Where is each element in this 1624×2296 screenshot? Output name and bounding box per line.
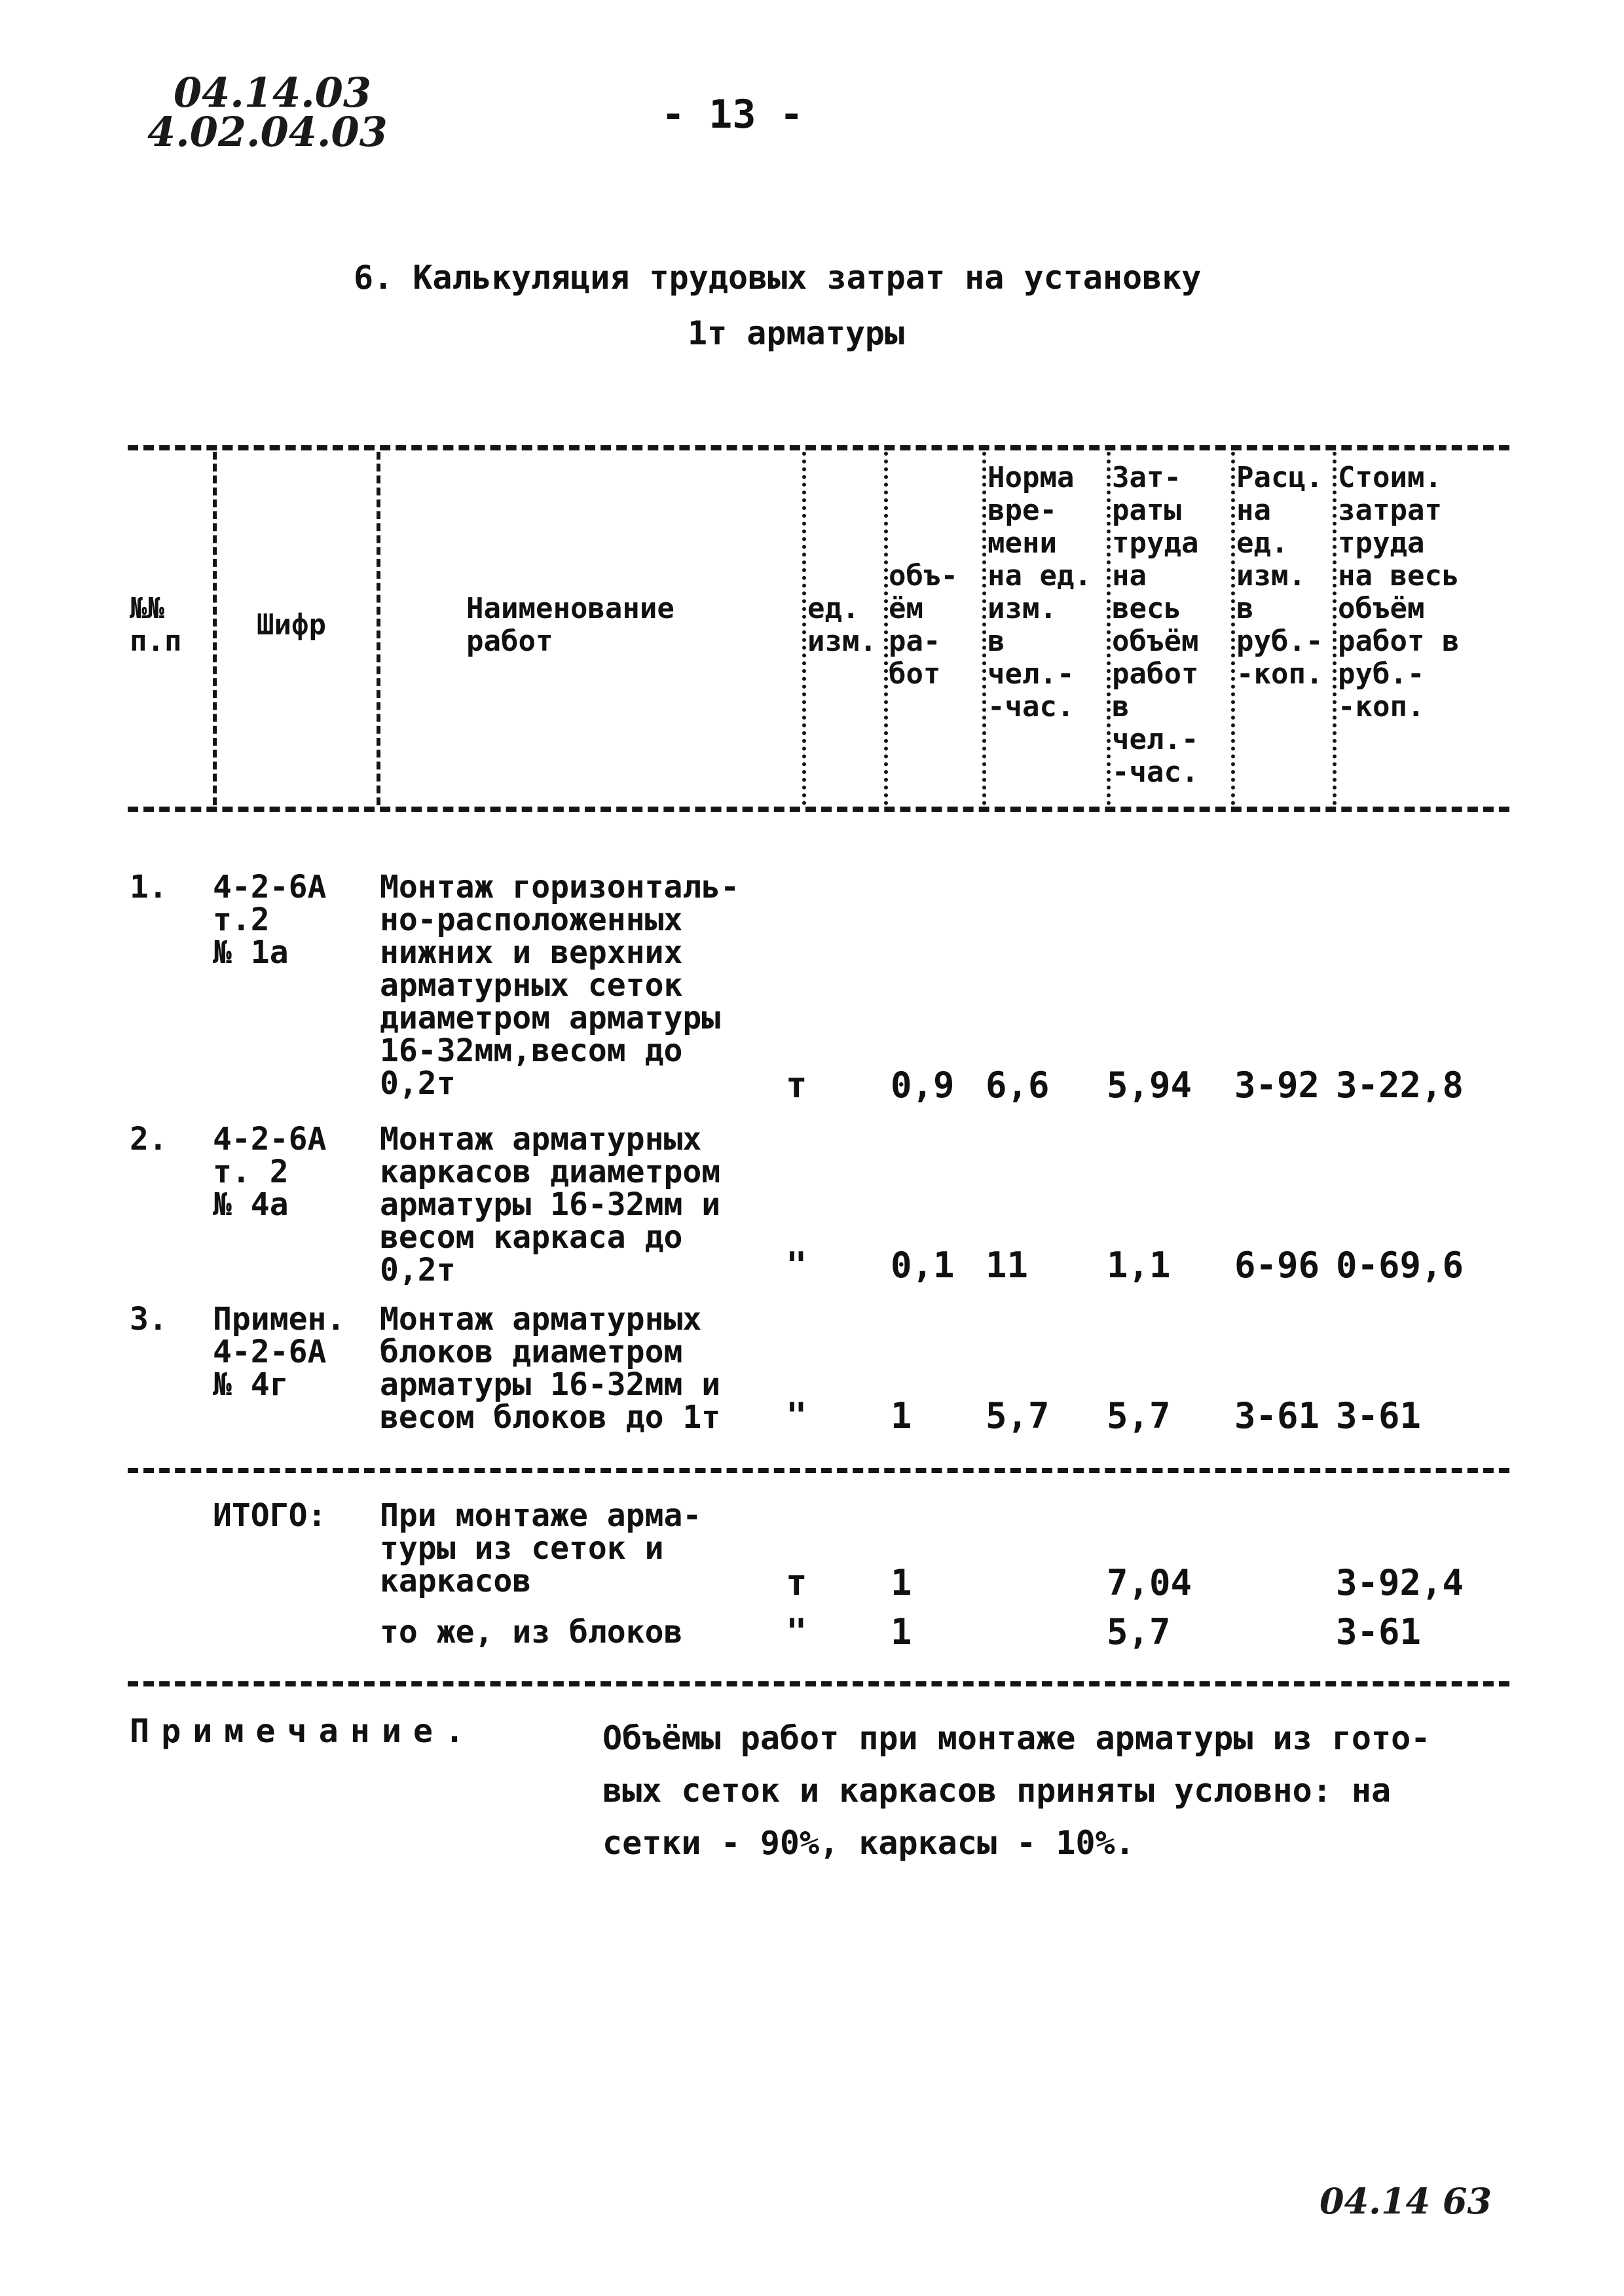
footer-handwritten-mark: 04.14 63: [1320, 2180, 1492, 2222]
row-cost: 3-61: [1336, 1395, 1422, 1436]
row-code: 4-2-6А т.2 № 1а: [213, 869, 327, 971]
row-number: 1.: [130, 869, 168, 905]
column-divider: [982, 452, 986, 805]
column-divider: [884, 452, 888, 805]
header-code: Шифр: [257, 608, 326, 642]
totals-unit: т: [786, 1562, 807, 1603]
totals-cost: 3-61: [1336, 1611, 1422, 1652]
row-unit: т: [786, 1065, 807, 1106]
row-code: Примен. 4-2-6А № 4г: [213, 1301, 346, 1403]
row-volume: 0,9: [891, 1065, 955, 1106]
header-cost: Стоим. затрат труда на весь объём работ в руб.- -коп.: [1338, 461, 1460, 723]
rows-bottom-rule: [128, 1468, 1509, 1473]
row-labor-total: 1,1: [1107, 1245, 1171, 1286]
table-top-rule: [128, 445, 1509, 450]
row-work-name: Монтаж арматурных блоков диаметром арматуры 16-32мм и весом блоков до 1т: [380, 1301, 721, 1436]
column-divider: [802, 452, 806, 805]
row-number: 2.: [130, 1121, 168, 1157]
page-subtitle: 1т арматуры: [688, 314, 905, 352]
row-unit: ": [786, 1245, 807, 1286]
row-volume: 1: [891, 1395, 912, 1436]
header-volume: объ- ём ра- бот: [889, 559, 958, 691]
row-labor-total: 5,7: [1107, 1395, 1171, 1436]
document-code-top: 04.14.03: [174, 69, 372, 117]
row-labor-total: 5,94: [1107, 1065, 1192, 1106]
row-rate: 3-92: [1234, 1065, 1320, 1106]
row-cost: 3-22,8: [1336, 1065, 1464, 1106]
totals-work-name: то же, из блоков: [380, 1614, 683, 1650]
row-rate: 3-61: [1234, 1395, 1320, 1436]
header-labor-total: Зат- раты труда на весь объём работ в чел.- -час.: [1112, 461, 1199, 789]
row-time-norm: 11: [986, 1245, 1029, 1286]
totals-labor-total: 5,7: [1107, 1611, 1171, 1652]
column-divider: [1333, 452, 1337, 805]
row-number: 3.: [130, 1301, 168, 1338]
totals-label: ИТОГО:: [213, 1497, 327, 1534]
row-rate: 6-96: [1234, 1245, 1320, 1286]
header-work-name: Наименование работ: [466, 592, 674, 658]
column-divider: [377, 452, 380, 805]
column-divider: [1107, 452, 1111, 805]
note-label: Примечание.: [130, 1712, 477, 1750]
table-bottom-rule: [128, 1681, 1509, 1686]
row-unit: ": [786, 1395, 807, 1436]
page-number: - 13 -: [661, 92, 803, 137]
row-work-name: Монтаж горизонталь- но-расположенных нижних и верхних арматурных сеток диаметром арматуры 16-32мм,весом до 0,2т: [380, 869, 740, 1102]
row-work-name: Монтаж арматурных каркасов диаметром арматуры 16-32мм и весом каркаса до 0,2т: [380, 1121, 721, 1288]
column-divider: [1231, 452, 1235, 805]
page-title: 6. Калькуляция трудовых затрат на установку: [354, 259, 1202, 297]
header-time-norm: Норма вре- мени на ед. изм. в чел.- -час.: [987, 461, 1092, 723]
totals-volume: 1: [891, 1611, 912, 1652]
totals-unit: ": [786, 1611, 807, 1652]
document-code-bottom: 4.02.04.03: [147, 108, 388, 156]
header-unit: ед. изм.: [807, 592, 877, 658]
header-rate: Расц. на ед. изм. в руб.- -коп.: [1236, 461, 1323, 691]
row-time-norm: 6,6: [986, 1065, 1050, 1106]
row-code: 4-2-6А т. 2 № 4а: [213, 1121, 327, 1223]
row-time-norm: 5,7: [986, 1395, 1050, 1436]
totals-volume: 1: [891, 1562, 912, 1603]
totals-work-name: При монтаже арма- туры из сеток и каркасов: [380, 1497, 702, 1599]
note-text: Объёмы работ при монтаже арматуры из гото- вых сеток и каркасов приняты условно: на сетки - 90%, каркасы - 10%.: [602, 1719, 1431, 1862]
row-cost: 0-69,6: [1336, 1245, 1464, 1286]
header-bottom-rule: [128, 807, 1509, 812]
column-divider: [213, 452, 217, 805]
header-number: №№ п.п: [130, 592, 182, 658]
totals-cost: 3-92,4: [1336, 1562, 1464, 1603]
totals-labor-total: 7,04: [1107, 1562, 1192, 1603]
row-volume: 0,1: [891, 1245, 955, 1286]
